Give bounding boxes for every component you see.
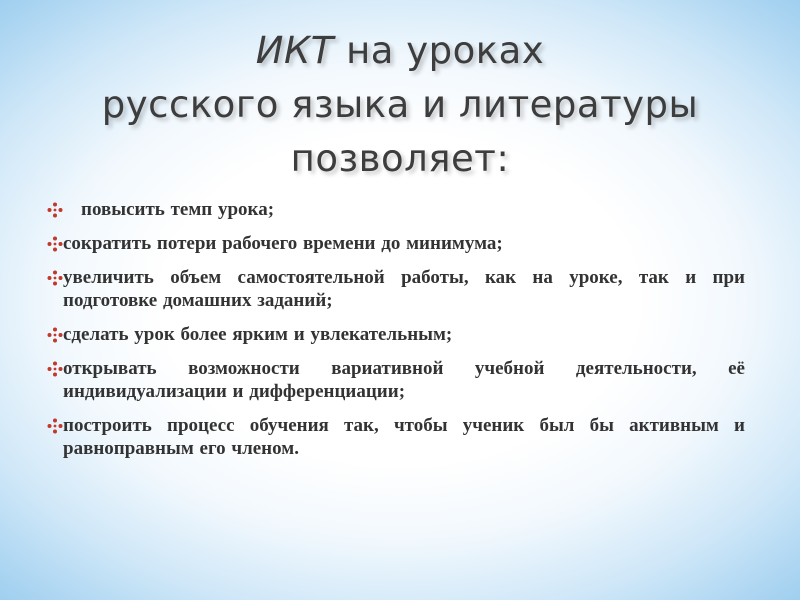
title-line-1	[40, 24, 760, 78]
bullet-list	[47, 198, 745, 471]
list-item	[47, 198, 745, 221]
diamond-dots-icon	[47, 236, 63, 252]
bullet-text: увеличить объем самостоятельной работы, как на уроке, так и при подготовке домашних заданий;	[63, 267, 745, 311]
title-abbreviation: ИКТ	[255, 29, 334, 72]
bullet-text: построить процесс обучения так, чтобы ученик был бы активным и равноправным его членом.	[63, 415, 745, 459]
bullet-text: сократить потери рабочего времени до минимума;	[63, 233, 503, 254]
diamond-dots-icon	[47, 361, 63, 377]
list-item	[47, 266, 745, 312]
diamond-dots-icon	[47, 202, 63, 218]
list-item	[47, 232, 745, 255]
title-line-3: позволяет:	[290, 137, 510, 180]
list-item	[47, 357, 745, 403]
diamond-dots-icon	[47, 270, 63, 286]
bullet-text: сделать урок более ярким и увлекательным;	[63, 324, 453, 345]
list-item	[47, 323, 745, 346]
title-line-2: русского языка и литературы	[101, 83, 699, 126]
list-item	[47, 414, 745, 460]
bullet-text: открывать возможности вариативной учебной деятельности, её индивидуализации и дифференциации;	[63, 358, 745, 402]
bullet-text: повысить темп урока;	[81, 199, 275, 220]
diamond-dots-icon	[47, 327, 63, 343]
title-line-1-text: на уроках	[333, 29, 545, 72]
diamond-dots-icon	[47, 418, 63, 434]
slide-title	[40, 24, 760, 186]
